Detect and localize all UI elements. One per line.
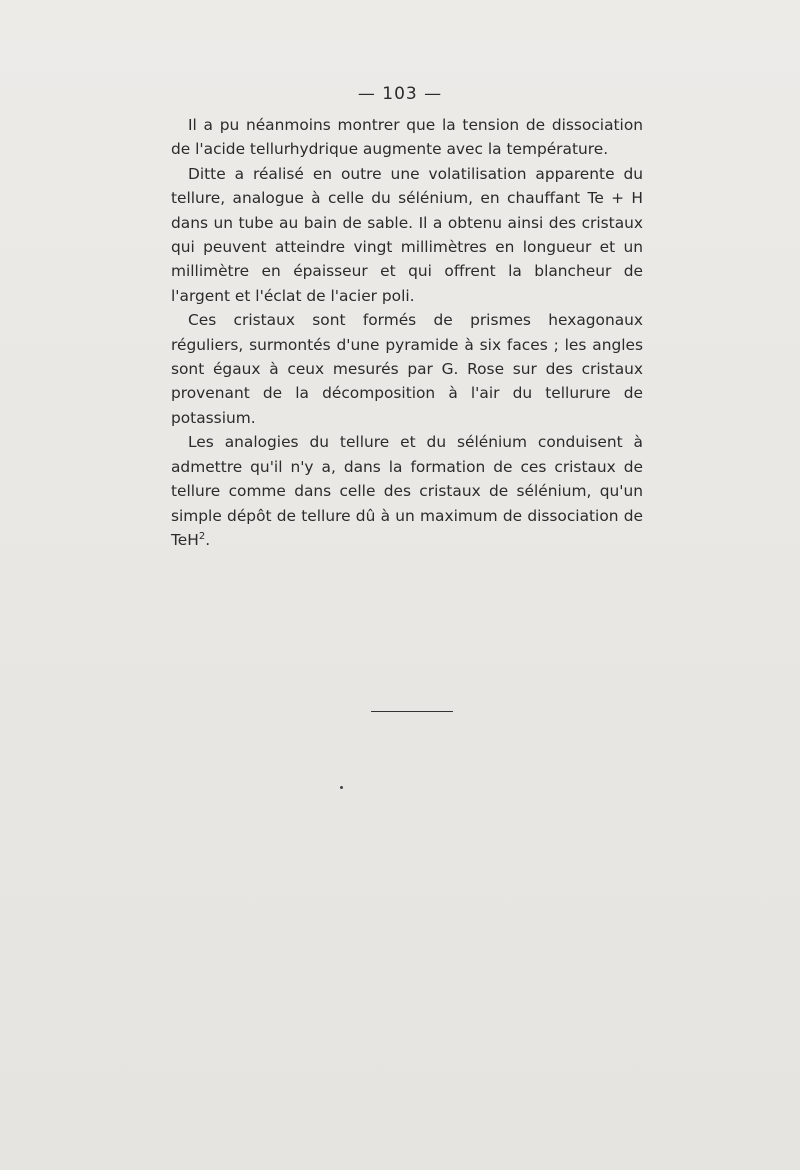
- paragraph-4-text: Les analogies du tellure et du sélénium conduisent à admettre qu'il n'y a, dans la formation de ces cristaux de tellure comme dans celle des cristaux de sélénium, qu'un simple dépôt de tellure dû à un maximum de dissociation de TeH: [171, 433, 643, 549]
- superscript-2: 2: [198, 530, 206, 542]
- page-number: — 103 —: [357, 84, 443, 104]
- paragraph-3: Ces cristaux sont formés de prismes hexagonaux réguliers, surmontés d'une pyramide à six faces ; les angles sont égaux à ceux mesurés par G. Rose sur des cristaux provenant de la décomposition à l'air du tellurure de potassium.: [171, 311, 643, 427]
- body-text: [171, 113, 643, 552]
- end-rule: [371, 711, 453, 712]
- paragraph-4-end: .: [205, 530, 211, 549]
- paragraph-1: Il a pu néanmoins montrer que la tension de dissociation de l'acide tellurhydrique augmente avec la température.: [171, 116, 643, 159]
- ink-speck: [340, 786, 343, 789]
- paragraph-2: Ditte a réalisé en outre une volatilisation apparente du tellure, analogue à celle du sélénium, en chauffant Te + H dans un tube au bain de sable. Il a obtenu ainsi des cristaux qui peuvent atteindre vingt millimètres en longueur et un millimètre en épaisseur et qui offrent la blancheur de l'argent et l'éclat de l'acier poli.: [171, 164, 643, 305]
- paragraph-4: [171, 430, 643, 552]
